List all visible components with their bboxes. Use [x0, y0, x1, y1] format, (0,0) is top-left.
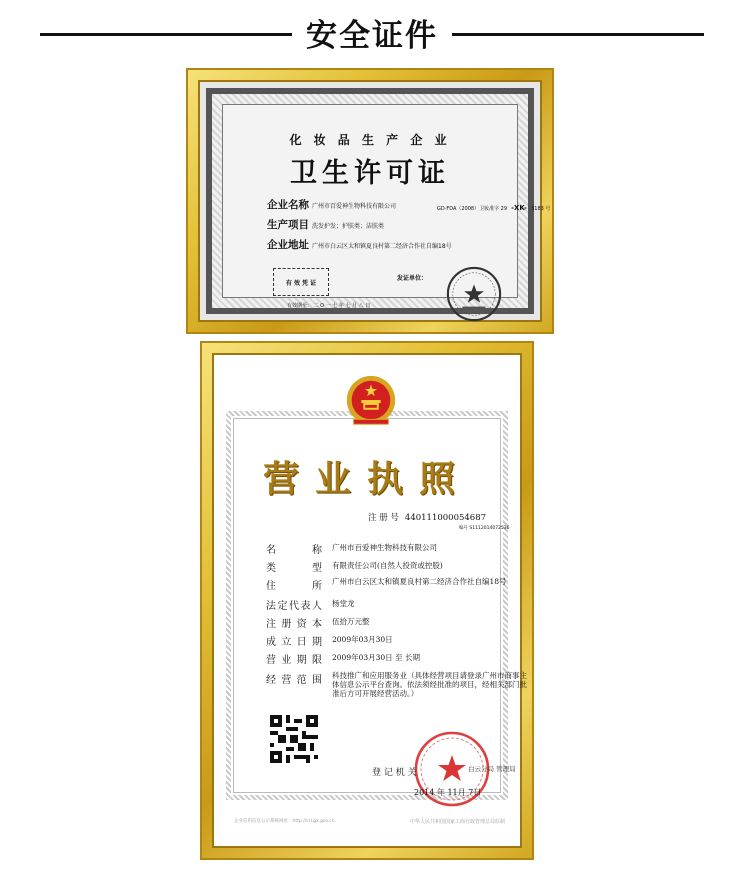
field-business-scope: 经营范围 科技推广和应用服务业（具体经营项目请登录广州市商事主体信息公示平台查询。依法须经批准的项目，经相关部门批准后方可开展经营活动。） — [266, 671, 527, 698]
footer-website: 企业信用信息公示系统网址：http://cri.gz.gov.cn — [234, 819, 335, 824]
field-legal-representative: 法定代表人 杨堂龙 — [266, 599, 355, 612]
license-subtitle: 化 妆 品 生 产 企 业 — [289, 133, 451, 147]
license-row-products: 生产项目 洗发护发；护肤类；洁肤类 — [267, 219, 385, 231]
license-row-address: 企业地址 广州市白云区太和镇夏良村第二经济合作社自编18号 — [267, 239, 452, 251]
validity-stamp: 有 效 凭 证 — [273, 268, 329, 296]
field-address: 住所 广州市白云区太和镇夏良村第二经济合作社自编18号 — [266, 577, 507, 592]
header-rule-right — [452, 33, 704, 36]
validity-date: 有效期至： 二 O 一 七 年 七 月 八 日 — [287, 303, 371, 309]
license-number: GD·FDA（2008）卫妆准字 29 -XK- 3183 号 — [437, 204, 551, 212]
field-business-term: 营业期限 2009年03月30日 至 长期 — [266, 653, 420, 666]
field-type: 类型 有限责任公司(自然人投资或控股) — [266, 561, 443, 574]
license-title: 卫生许可证 — [290, 158, 450, 189]
qr-code-icon — [270, 715, 318, 763]
official-seal-icon — [445, 265, 503, 323]
hygiene-license-document — [198, 80, 551, 322]
issue-date: 2014 年 11月 7日 — [414, 788, 482, 797]
field-name: 名称 广州市百爱神生物科技有限公司 — [266, 543, 437, 556]
section-title: 安全证件 — [306, 18, 438, 54]
section-header — [0, 0, 750, 66]
certificate-paper — [222, 104, 551, 309]
registration-number: 注 册 号 440111000054687 — [368, 513, 487, 523]
hygiene-license-frame — [186, 68, 554, 334]
serial-number: 编号 S1112014072536 — [459, 526, 510, 531]
field-establishment-date: 成立日期 2009年03月30日 — [266, 635, 393, 648]
certificate-border — [206, 88, 551, 314]
business-license-document — [212, 353, 527, 848]
registration-authority-name: 白云分局 管理局 — [468, 765, 516, 773]
header-rule-left — [40, 33, 292, 36]
field-registered-capital: 注册资本 伍拾万元整 — [266, 617, 370, 630]
business-license-title: 营业执照 — [262, 458, 471, 500]
license-row-company: 企业名称 广州市百爱神生物科技有限公司 — [267, 199, 397, 211]
registration-authority-label: 登 记 机 关 — [372, 768, 417, 778]
issuer-label: 发证单位： — [397, 275, 428, 282]
national-emblem-icon — [342, 373, 400, 431]
footer-issuer: 中华人民共和国国家工商行政管理总局监制 — [410, 819, 506, 825]
business-license-frame — [200, 341, 534, 860]
